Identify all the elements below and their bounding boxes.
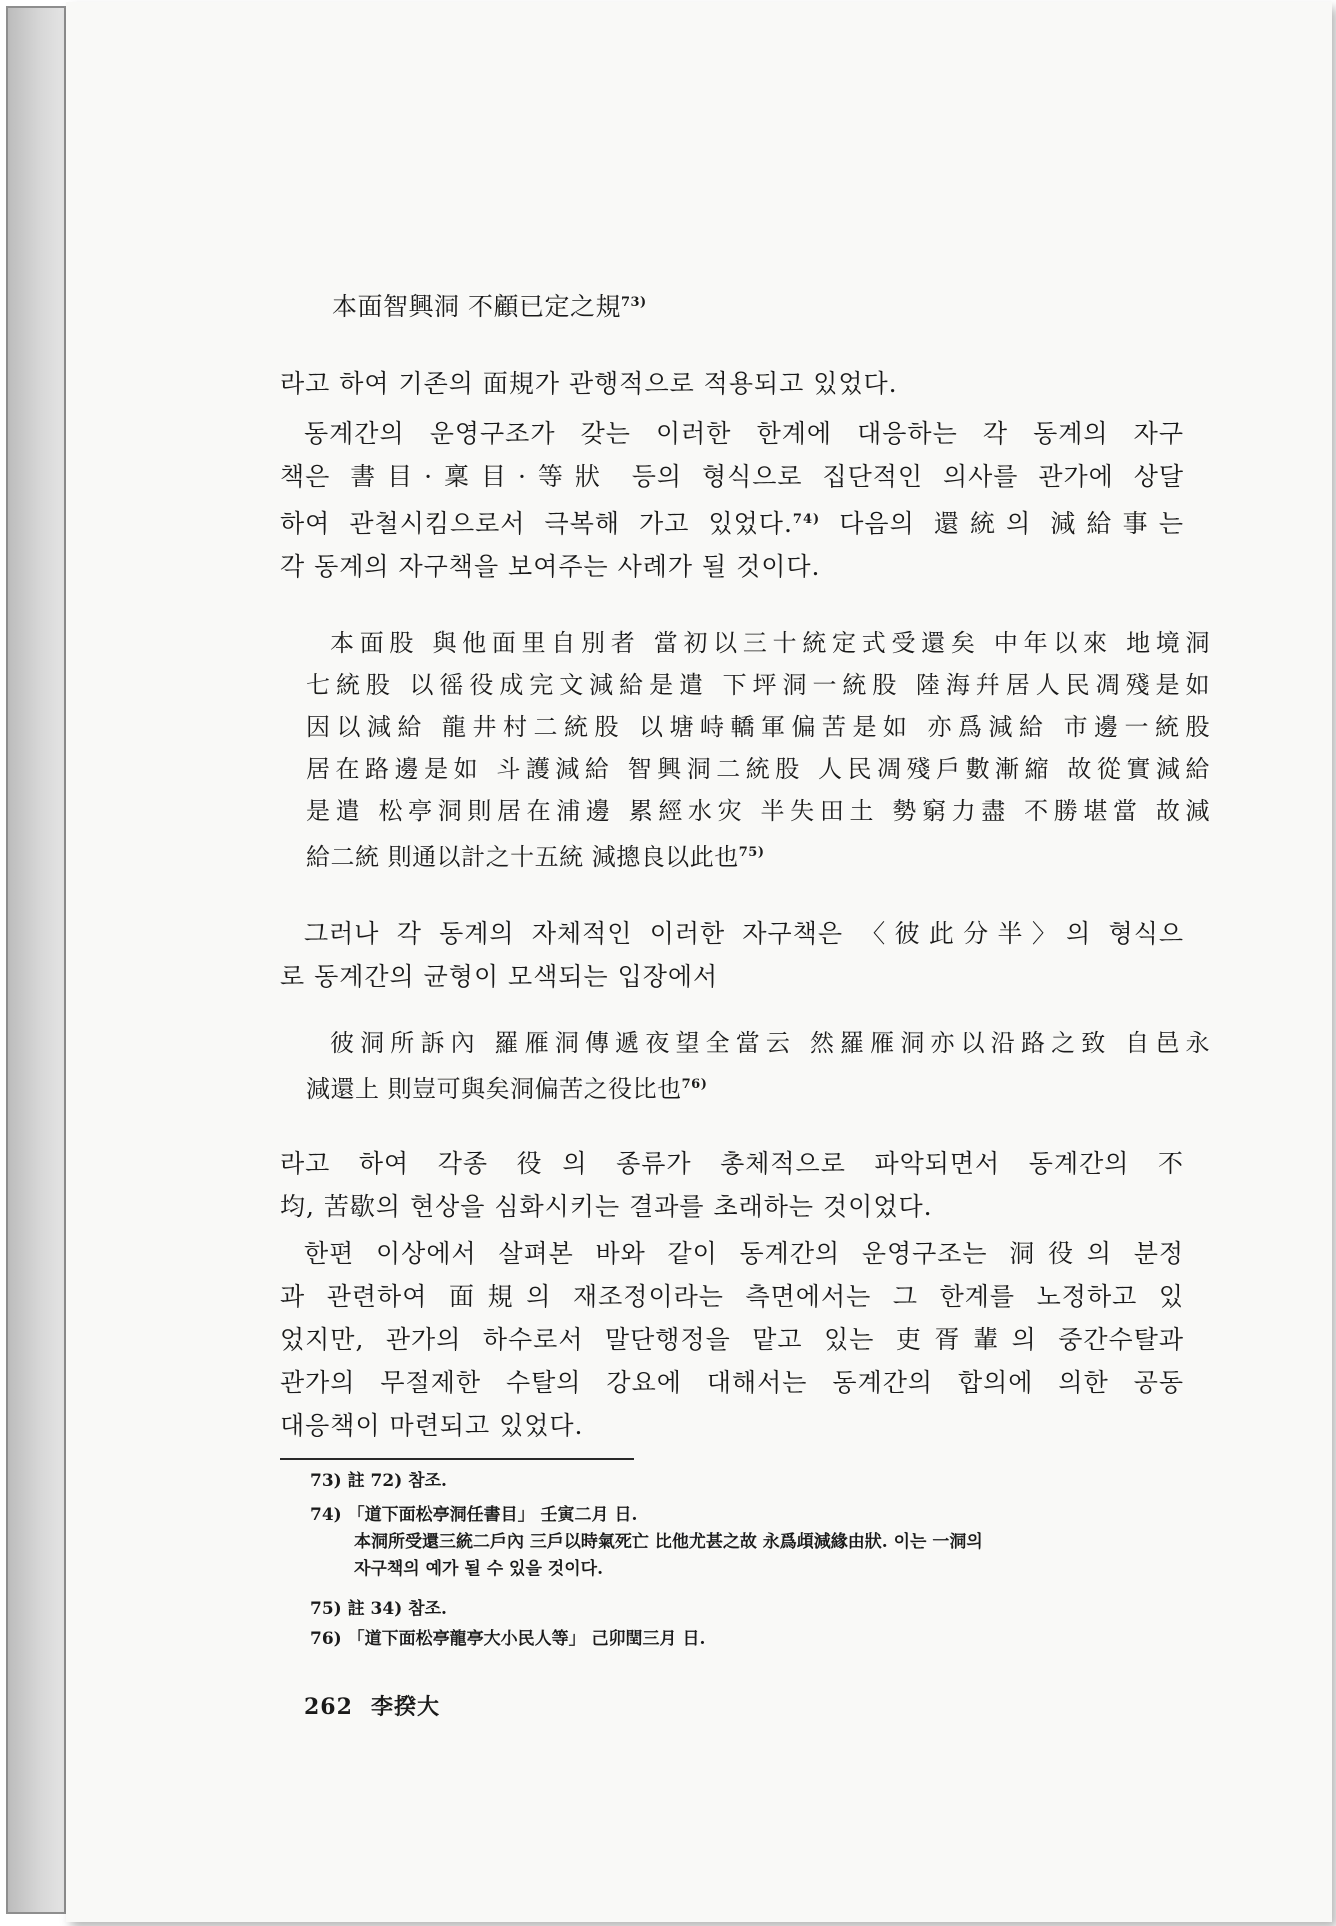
paragraph-4-line: 均, 苦歇의 현상을 심화시키는 결과를 초래하는 것이었다. bbox=[280, 1192, 933, 1221]
paragraph-5-line: 었지만, 관가의 하수로서 말단행정을 맡고 있는 吏胥輩의 중간수탈과 bbox=[280, 1325, 1184, 1354]
paragraph-1 bbox=[280, 362, 1184, 405]
quote-1-text: 本面智興洞 不顧已定之規 bbox=[332, 292, 621, 321]
paragraph-2-line-3-start: 하여 관철시킴으로서 극복해 가고 있었다. bbox=[280, 509, 793, 538]
paragraph-5-line: 관가의 무절제한 수탈의 강요에 대해서는 동계간의 합의에 의한 공동 bbox=[280, 1368, 1184, 1397]
footnote-76 bbox=[310, 1626, 1180, 1653]
paragraph-2 bbox=[280, 412, 1184, 588]
footnote-ref-74: 74) bbox=[792, 512, 821, 527]
paragraph-2-line-3-rest: 다음의 還統의 減給事는 bbox=[839, 509, 1184, 538]
footnote-text: 「道下面松亭龍亭大小民人等」 己卯閏三月 日. bbox=[347, 1629, 706, 1649]
paragraph-2-line: 책은 書目·稟目·等狀 등의 형식으로 집단적인 의사를 관가에 상달 bbox=[280, 462, 1184, 491]
paragraph-3-line: 로 동계간의 균형이 모색되는 입장에서 bbox=[280, 962, 719, 991]
footnote-text: 註 34) 참조. bbox=[347, 1599, 447, 1619]
quote-block-1 bbox=[332, 282, 1236, 328]
footnote-number: 76) bbox=[310, 1629, 342, 1649]
footnote-74 bbox=[310, 1502, 1180, 1583]
footnote-73 bbox=[310, 1468, 1180, 1495]
paragraph-2-line: 각 동계의 자구책을 보여주는 사례가 될 것이다. bbox=[280, 552, 821, 581]
quote-block-2 bbox=[306, 622, 1210, 878]
footnote-number: 73) bbox=[310, 1471, 342, 1491]
paragraph-4-line: 라고 하여 각종 役의 종류가 총체적으로 파악되면서 동계간의 不 bbox=[280, 1149, 1184, 1178]
footnote-ref-73: 73) bbox=[620, 295, 647, 310]
footnote-text: 「道下面松亭洞任書目」 壬寅二月 日. bbox=[347, 1505, 638, 1525]
paragraph-4 bbox=[280, 1142, 1184, 1228]
quote-block-3 bbox=[306, 1022, 1210, 1110]
paragraph-2-line bbox=[280, 498, 1184, 545]
book-spine bbox=[6, 6, 66, 1914]
paragraph-3-line: 그러나 각 동계의 자체적인 이러한 자구책은 〈彼此分半〉의 형식으 bbox=[304, 919, 1184, 948]
footnote-ref-76: 76) bbox=[681, 1077, 708, 1092]
page-number: 262 bbox=[304, 1694, 353, 1720]
footnote-divider bbox=[280, 1458, 634, 1460]
paragraph-3 bbox=[280, 912, 1184, 998]
paragraph-5-line: 대응책이 마련되고 있었다. bbox=[280, 1411, 584, 1440]
page-footer bbox=[304, 1690, 440, 1721]
quote-3-line: 減還上 則豈可與矣洞偏苦之役比也 bbox=[306, 1075, 682, 1103]
paragraph-5 bbox=[280, 1232, 1184, 1447]
quote-2-line: 居在路邊是如 斗護減給 智興洞二統股 人民凋殘戶數漸縮 故從實減給 bbox=[306, 755, 1210, 783]
footnote-number: 75) bbox=[310, 1599, 342, 1619]
quote-2-line: 因以減給 龍井村二統股 以塘峙轎軍偏苦是如 亦爲減給 市邊一統股 bbox=[306, 713, 1210, 741]
paragraph-1-line: 라고 하여 기존의 面規가 관행적으로 적용되고 있었다. bbox=[280, 369, 898, 398]
quote-2-line: 給二統 則通以計之十五統 減摠良以此也 bbox=[306, 843, 739, 871]
footnote-ref-75: 75) bbox=[738, 845, 765, 860]
footnote-continuation: 本洞所受還三統二戶內 三戶以時氣死亡 比他尤甚之故 永爲頉減緣由狀. 이는 一洞의 bbox=[354, 1532, 983, 1552]
footnote-75 bbox=[310, 1596, 1180, 1623]
author-name: 李揆大 bbox=[370, 1694, 440, 1720]
paragraph-5-line: 한편 이상에서 살펴본 바와 같이 동계간의 운영구조는 洞役의 분정 bbox=[304, 1239, 1184, 1268]
footnote-number: 74) bbox=[310, 1505, 342, 1525]
document-page bbox=[66, 2, 1332, 1922]
paragraph-2-line: 동계간의 운영구조가 갖는 이러한 한계에 대응하는 각 동계의 자구 bbox=[304, 419, 1184, 448]
footnote-continuation: 자구책의 예가 될 수 있을 것이다. bbox=[354, 1559, 603, 1579]
quote-3-line: 彼洞所訴內 羅雁洞傳遞夜望全當云 然羅雁洞亦以沿路之致 自邑永 bbox=[330, 1029, 1210, 1057]
quote-2-line: 本面股 與他面里自別者 當初以三十統定式受還矣 中年以來 地境洞 bbox=[330, 629, 1210, 657]
quote-2-line: 是遣 松亭洞則居在浦邊 累經水灾 半失田土 勢窮力盡 不勝堪當 故減 bbox=[306, 797, 1210, 825]
footnote-text: 註 72) 참조. bbox=[347, 1471, 447, 1491]
paragraph-5-line: 과 관련하여 面規의 재조정이라는 측면에서는 그 한계를 노정하고 있 bbox=[280, 1282, 1184, 1311]
quote-2-line: 七統股 以徭役成完文減給是遣 下坪洞一統股 陸海幷居人民凋殘是如 bbox=[306, 671, 1210, 699]
